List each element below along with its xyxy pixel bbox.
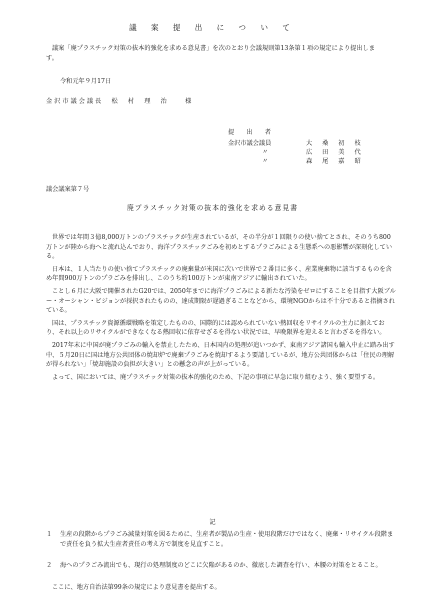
submission-date: 令和元年９月17日	[60, 78, 112, 85]
item-text: 海へのプラごみ流出でも、現行の処理制度のどこに欠陥があるのか、徹底した調査を行い、本腰の対策をとること。	[60, 562, 382, 569]
submitter-name: 大 桑 初 枝	[306, 140, 365, 147]
submitter-name: 広 田 美 代	[306, 149, 365, 156]
submitter-role: 金沢市議会議員	[228, 140, 272, 147]
closing-sentence: ここに、地方自治法第99条の規定により意見書を提出する。	[52, 584, 221, 591]
body-paragraph: 国は、プラスチック資源循環戦略を策定したものの、国際的には認められていない熱回収をリサイクルの主力に据えており、それ以上のリサイクルができなくなる熱回収に依存せざるを得ない状況では、早晩限界を迎えると言わざるを得ない。	[46, 319, 386, 337]
submitter-name: 森 尾 嘉 昭	[306, 158, 365, 165]
intro-paragraph: 議案「廃プラスチック対策の抜本的強化を求める意見書」を次のとおり会議規則第13条第１項の規定により提出します。	[46, 45, 375, 62]
item-text: 生産の段階からプラごみ減量対策を図るために、生産者が製品の生産・使用段階だけではなく、廃棄・リサイクル段階まで責任を負う拡大生産者責任の考え方で制度を見直すこと。	[60, 531, 394, 548]
submitters-heading: 提 出 者	[228, 129, 274, 136]
body-paragraph: よって、国においては、廃プラスチック対策の抜本的強化のため、下記の事項に早急に取り組むよう、強く要望する。	[52, 373, 380, 381]
item-number: ２	[46, 562, 53, 569]
bill-number: 議会議案第７号	[46, 186, 90, 193]
submitter-role: 〃	[262, 158, 269, 165]
submitter-row	[228, 157, 365, 167]
document-title: 議 案 提 出 に つ い て	[129, 23, 296, 32]
body-paragraph: 2017年末に中国が廃プラごみの輸入を禁止したため、日本国内の処理が追いつかず、東南アジア諸国も輸入中止に踏み出す中、５月20日に国は地方公共団体の焼却炉で廃棄プラごみを焼却するよう要請しているが、地方公共団体からは「住民の理解が得られない」「焼却施設の負担が大きい」との懸念の声が上がっている。	[46, 342, 395, 369]
item-number: １	[46, 531, 53, 538]
body-paragraph: 世界では年間３億8,000万トンのプラスチックが生産されているが、その半分が１回限りの使い捨てとされ、そのうち800万トンが陸から海へと流れ込んでおり、海洋プラスチックごみを初めとするプラごみによる生態系への悪影響が深刻化している。	[46, 234, 393, 261]
body-paragraph: 日本は、１人当たりの使い捨てプラスチックの廃棄量が米国に次いで世界で２番目に多く、産業廃棄物に該当するものを含め年間900万トンのプラごみを排出し、このうち約100万トンが東南アジアに輸出されていた。	[46, 265, 392, 283]
submitter-role: 〃	[262, 149, 269, 156]
ki-heading: 記	[209, 519, 216, 526]
body-paragraph: ことし６月に大阪で開催されたG20では、2050年までに海洋プラごみによる新たな汚染をゼロにすることを目指す大阪ブルー・オーシャン・ビジョンが採択されたものの、達成期限が遅過ぎることなどから、環境NGOからは不十分であると指摘されている。	[46, 288, 396, 315]
request-item	[46, 561, 396, 571]
request-item	[46, 530, 396, 549]
bill-title: 廃プラスチック対策の抜本的強化を求める意見書	[127, 204, 298, 212]
addressee: 金沢市議会議長 松 村 理 治 様	[46, 98, 194, 105]
opinion-body	[46, 233, 396, 386]
